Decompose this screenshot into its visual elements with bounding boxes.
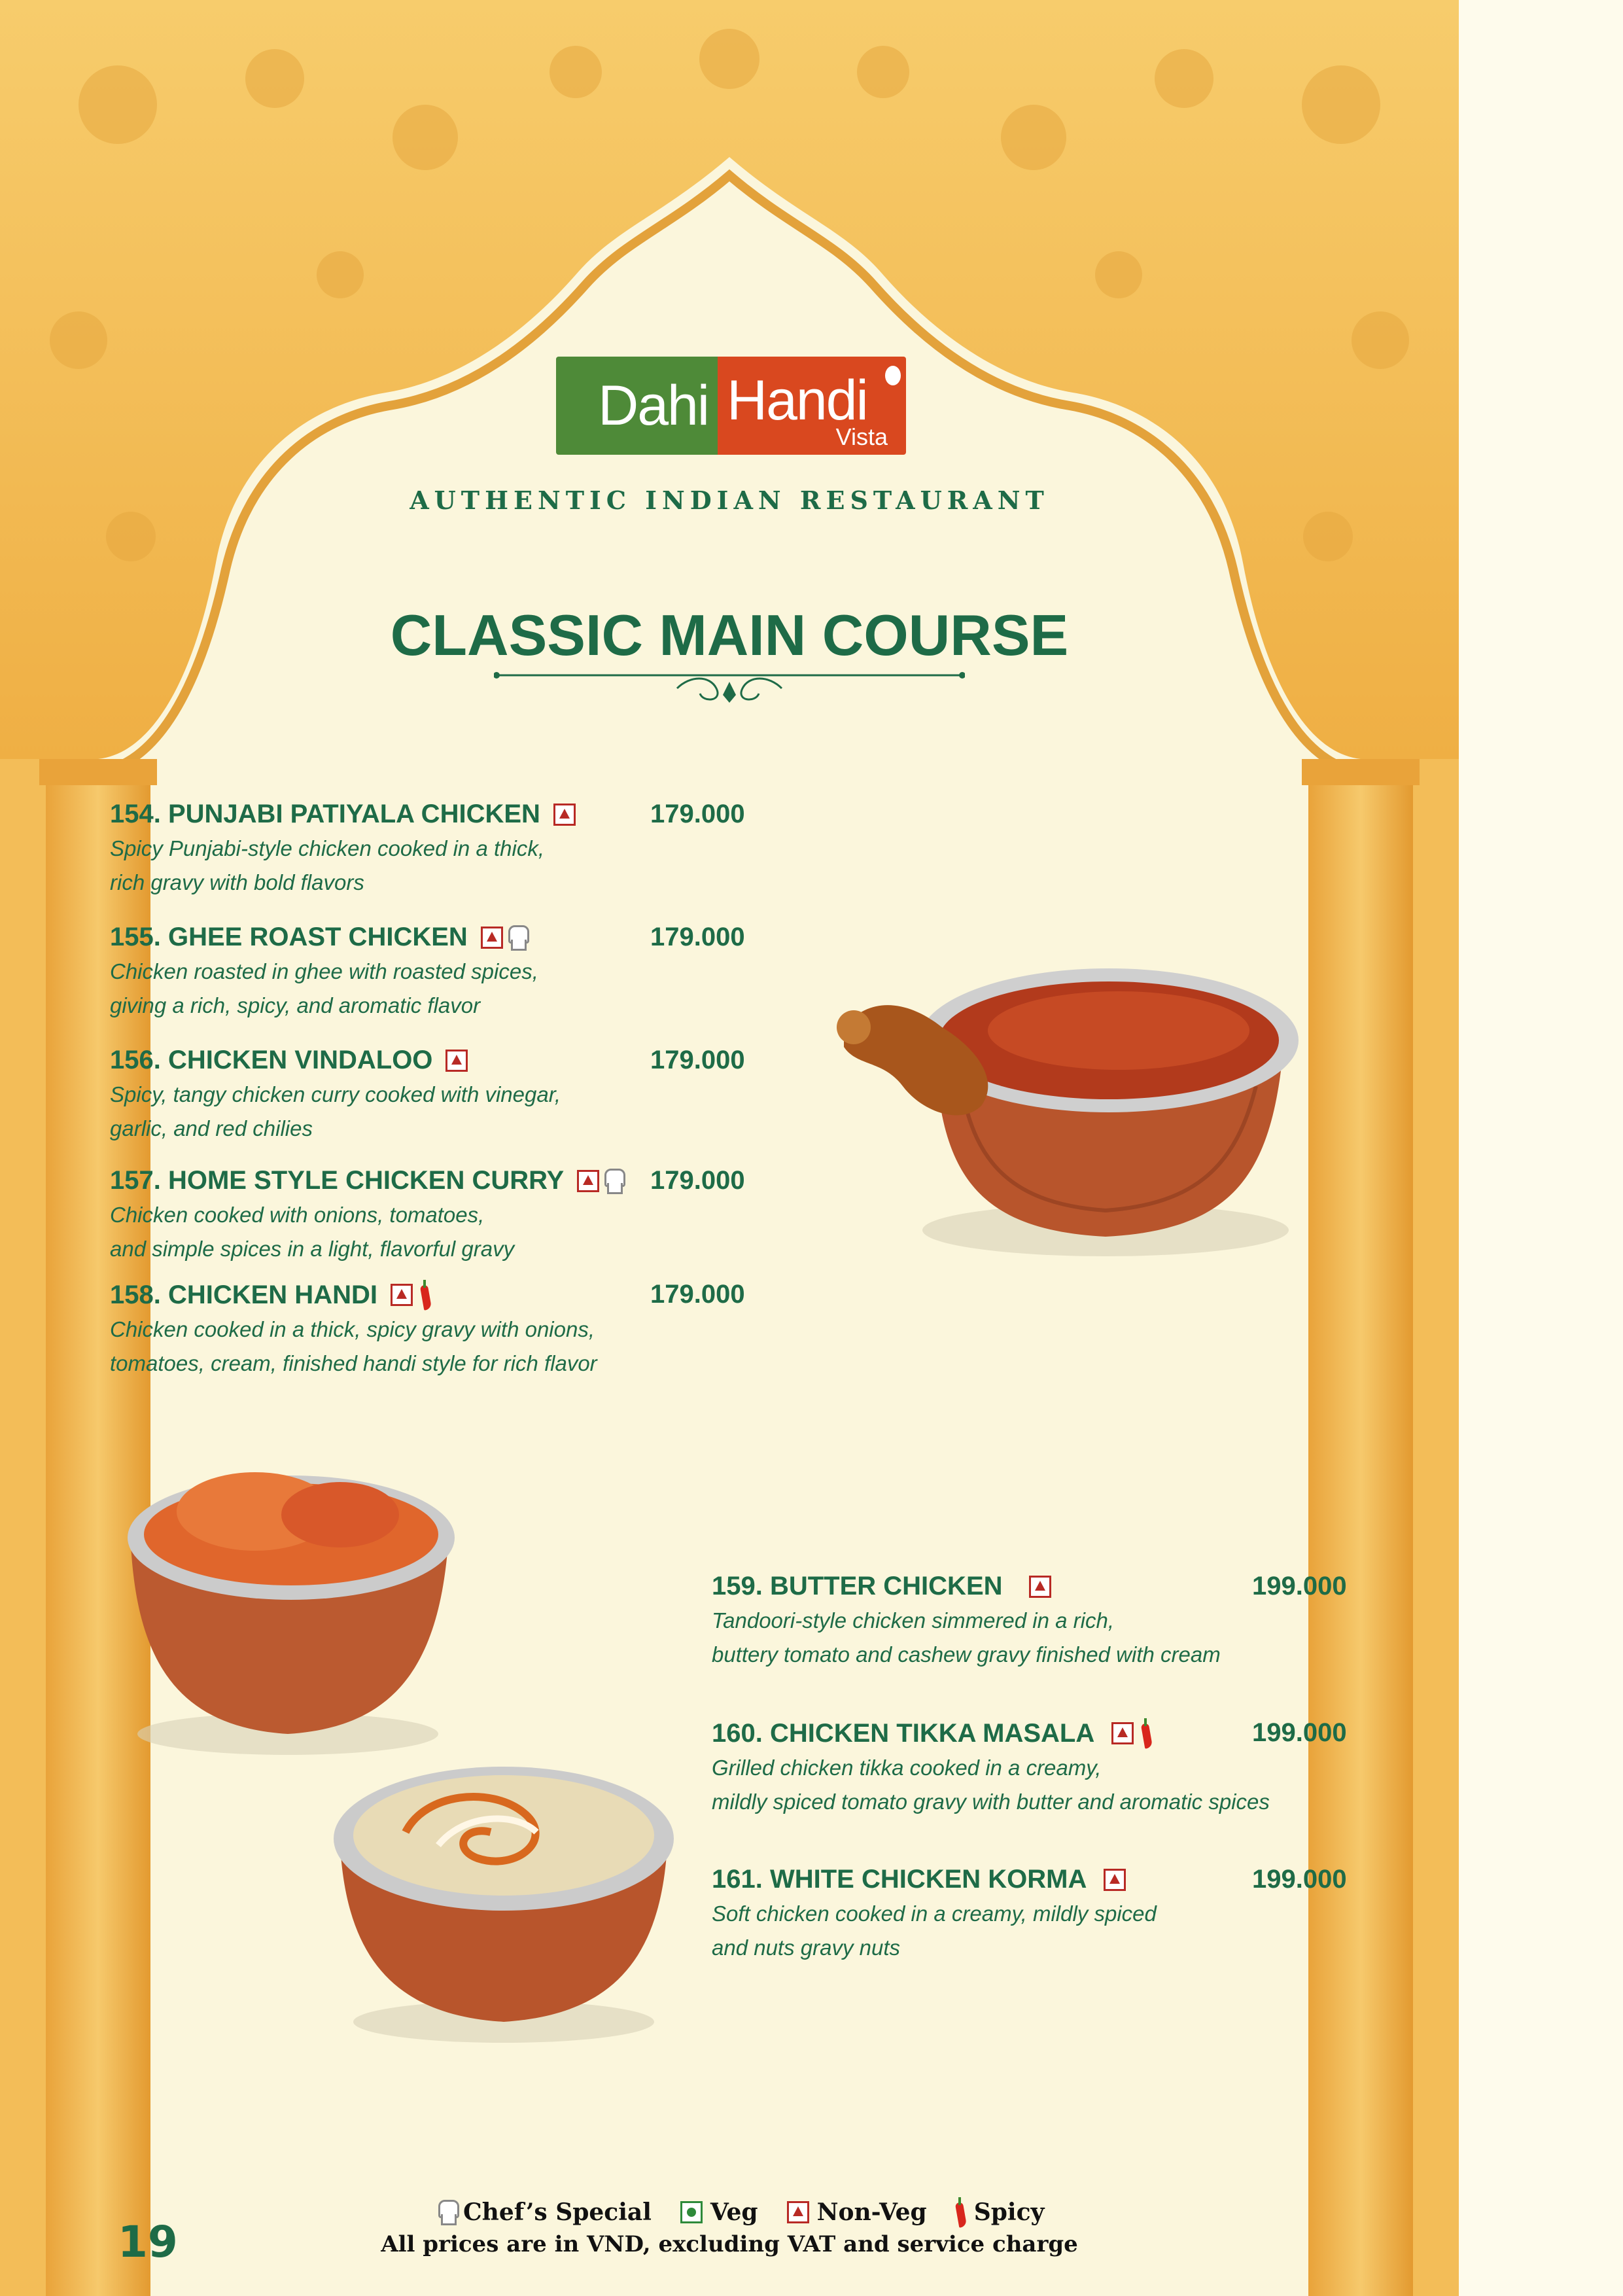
non-veg-icon: [553, 804, 576, 826]
legend-veg: [680, 2199, 758, 2226]
pot-icon: [885, 366, 901, 385]
legend-label: Non-Veg: [816, 2199, 927, 2226]
item-price: 199.000: [1252, 1865, 1347, 1894]
menu-item: [110, 1280, 764, 1381]
chili-icon: [1142, 1718, 1152, 1748]
legend-label: Chef’s Special: [463, 2199, 652, 2226]
non-veg-icon: [1104, 1869, 1126, 1891]
item-description: Grilled chicken tikka cooked in a creamy, mildly spiced tomato gravy with butter and aromatic spices: [712, 1756, 1270, 1814]
logo-left-text: Dahi: [556, 357, 718, 455]
menu-item: [110, 923, 764, 1023]
menu-item: [712, 1865, 1366, 1965]
logo-right-text: Handi: [727, 369, 867, 432]
item-price: 179.000: [650, 1166, 745, 1195]
legend-non-veg: [787, 2199, 927, 2226]
page-gutter: [1459, 0, 1623, 2296]
title-divider-ornament: [494, 662, 965, 708]
logo-right-block: [718, 357, 906, 455]
price-note: All prices are in VND, excluding VAT and service charge: [381, 2231, 1078, 2257]
legend-label: Veg: [710, 2199, 758, 2226]
page-number: 19: [118, 2217, 178, 2267]
item-name: 161. WHITE CHICKEN KORMA: [712, 1865, 1087, 1894]
item-price: 179.000: [650, 1280, 745, 1309]
logo-sub-text: Vista: [835, 423, 888, 450]
item-description: Chicken cooked in a thick, spicy gravy with onions, tomatoes, cream, finished handi style for rich flavor: [110, 1317, 597, 1375]
dish-image-chicken-curry: [831, 916, 1315, 1269]
item-name: 154. PUNJABI PATIYALA CHICKEN: [110, 800, 540, 828]
item-name: 156. CHICKEN VINDALOO: [110, 1046, 433, 1074]
legend-label: Spicy: [973, 2199, 1045, 2226]
chef-hat-icon: [438, 2200, 455, 2225]
menu-item: [110, 1046, 764, 1146]
non-veg-icon: [481, 927, 503, 949]
item-price: 179.000: [650, 800, 745, 828]
menu-item: [110, 800, 764, 900]
non-veg-icon: [445, 1050, 468, 1072]
item-price: 179.000: [650, 923, 745, 951]
dietary-legend: [438, 2197, 1073, 2227]
item-price: 199.000: [1252, 1572, 1347, 1600]
restaurant-logo: [556, 357, 906, 455]
dish-image-butter-chicken: [92, 1453, 484, 1760]
dish-image-chicken-korma: [307, 1734, 700, 2048]
veg-icon: [680, 2201, 703, 2223]
item-name: 159. BUTTER CHICKEN: [712, 1572, 1003, 1600]
menu-item: [110, 1166, 764, 1266]
item-description: Spicy, tangy chicken curry cooked with vinegar, garlic, and red chilies: [110, 1082, 561, 1140]
item-name: 157. HOME STYLE CHICKEN CURRY: [110, 1166, 565, 1195]
item-description: Chicken roasted in ghee with roasted spices, giving a rich, spicy, and aromatic flavor: [110, 959, 538, 1017]
tagline: AUTHENTIC INDIAN RESTAURANT: [410, 486, 1049, 515]
non-veg-icon: [1111, 1722, 1134, 1744]
non-veg-icon: [1029, 1576, 1051, 1598]
legend-chef-special: [438, 2199, 652, 2226]
item-name: 158. CHICKEN HANDI: [110, 1280, 377, 1309]
section-title: CLASSIC MAIN COURSE: [390, 603, 1069, 667]
item-price: 199.000: [1252, 1718, 1347, 1747]
item-description: Tandoori-style chicken simmered in a rich, buttery tomato and cashew gravy finished with cream: [712, 1608, 1221, 1667]
non-veg-icon: [787, 2201, 809, 2223]
menu-item: [712, 1572, 1366, 1672]
item-description: Chicken cooked with onions, tomatoes, and simple spices in a light, flavorful gravy: [110, 1203, 515, 1261]
item-name: 155. GHEE ROAST CHICKEN: [110, 923, 468, 951]
non-veg-icon: [391, 1284, 413, 1306]
chef-hat-icon: [508, 925, 525, 950]
chili-icon: [956, 2197, 966, 2227]
menu-item: [712, 1718, 1366, 1819]
item-price: 179.000: [650, 1046, 745, 1074]
non-veg-icon: [577, 1170, 599, 1192]
item-description: Soft chicken cooked in a creamy, mildly spiced and nuts gravy nuts: [712, 1901, 1157, 1960]
chef-hat-icon: [604, 1169, 621, 1193]
item-name: 160. CHICKEN TIKKA MASALA: [712, 1718, 1095, 1748]
item-description: Spicy Punjabi-style chicken cooked in a thick, rich gravy with bold flavors: [110, 836, 544, 894]
chili-icon: [421, 1280, 431, 1310]
legend-spicy: [956, 2197, 1045, 2227]
